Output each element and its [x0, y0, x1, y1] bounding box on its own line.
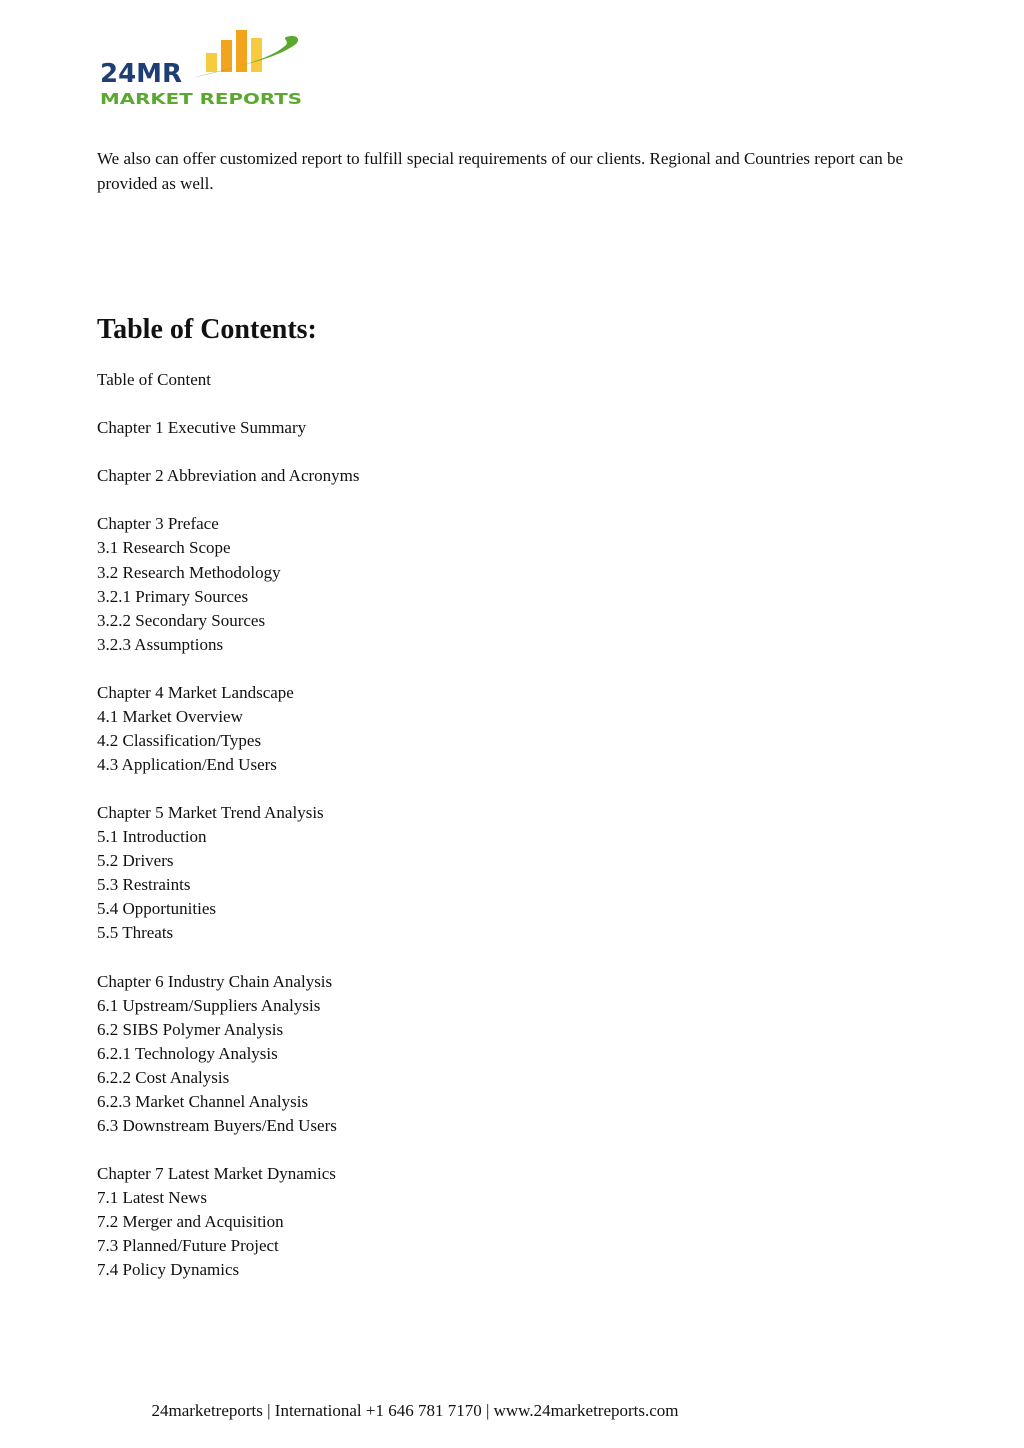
toc-section-item: 7.2 Merger and Acquisition	[97, 1212, 284, 1232]
toc-section-item: 6.1 Upstream/Suppliers Analysis	[97, 995, 321, 1015]
toc-section-item: 3.2.2 Secondary Sources	[97, 610, 266, 630]
logo-bar	[221, 40, 232, 72]
toc-section-item: 6.3 Downstream Buyers/End Users	[97, 1115, 337, 1135]
toc-section-item: 5.5 Threats	[97, 923, 174, 943]
toc-chapter-title: Chapter 4 Market Landscape	[97, 682, 294, 702]
table-of-contents	[97, 368, 897, 1306]
toc-section-item: 3.2.3 Assumptions	[97, 634, 224, 654]
toc-section-item: 6.2.3 Market Channel Analysis	[97, 1091, 309, 1111]
toc-chapter-title: Chapter 3 Preface	[97, 514, 219, 534]
toc-section-item: 6.2 SIBS Polymer Analysis	[97, 1019, 284, 1039]
toc-group	[97, 801, 897, 945]
toc-section-item: 7.4 Policy Dynamics	[97, 1260, 240, 1280]
page-footer: 24marketreports | International +1 646 781 7170 | www.24marketreports.com	[151, 1401, 679, 1420]
toc-section-item: 4.1 Market Overview	[97, 706, 243, 726]
intro-paragraph: We also can offer customized report to fulfill special requirements of our clients. Regional and Countries report can be provided as well.	[97, 149, 904, 193]
logo-graphic	[100, 28, 306, 108]
toc-group	[97, 512, 897, 656]
toc-section-item: 3.1 Research Scope	[97, 538, 231, 558]
toc-heading: Table of Contents:	[97, 314, 317, 345]
toc-group	[97, 970, 897, 1138]
toc-group	[97, 368, 897, 392]
logo-bar	[251, 38, 262, 72]
toc-chapter-title: Chapter 2 Abbreviation and Acronyms	[97, 466, 360, 486]
toc-group	[97, 681, 897, 777]
toc-section-item: 4.3 Application/End Users	[97, 755, 277, 774]
toc-group	[97, 1162, 897, 1282]
toc-section-item: 4.2 Classification/Types	[97, 730, 262, 750]
logo-bar	[236, 30, 247, 72]
toc-section-item: 5.4 Opportunities	[97, 899, 216, 919]
logo-top-text: 24MR	[100, 59, 183, 89]
toc-section-item: 5.2 Drivers	[97, 851, 174, 871]
toc-section-item: 5.1 Introduction	[97, 827, 207, 847]
toc-group	[97, 464, 897, 488]
company-logo	[100, 28, 306, 108]
toc-chapter-title: Chapter 6 Industry Chain Analysis	[97, 971, 333, 991]
logo-bottom-text: MARKET REPORTS	[100, 90, 302, 108]
logo-bar	[206, 53, 217, 72]
toc-chapter-title: Chapter 7 Latest Market Dynamics	[97, 1164, 336, 1184]
toc-chapter-title: Chapter 1 Executive Summary	[97, 418, 307, 438]
toc-section-item: 6.2.2 Cost Analysis	[97, 1067, 230, 1087]
toc-chapter-title: Table of Content	[97, 370, 212, 389]
toc-group	[97, 416, 897, 440]
toc-chapter-title: Chapter 5 Market Trend Analysis	[97, 803, 324, 823]
toc-section-item: 7.1 Latest News	[97, 1188, 208, 1208]
toc-section-item: 7.3 Planned/Future Project	[97, 1236, 279, 1256]
toc-section-item: 3.2.1 Primary Sources	[97, 586, 249, 606]
toc-section-item: 5.3 Restraints	[97, 875, 191, 895]
toc-section-item: 6.2.1 Technology Analysis	[97, 1043, 278, 1063]
toc-section-item: 3.2 Research Methodology	[97, 562, 281, 582]
